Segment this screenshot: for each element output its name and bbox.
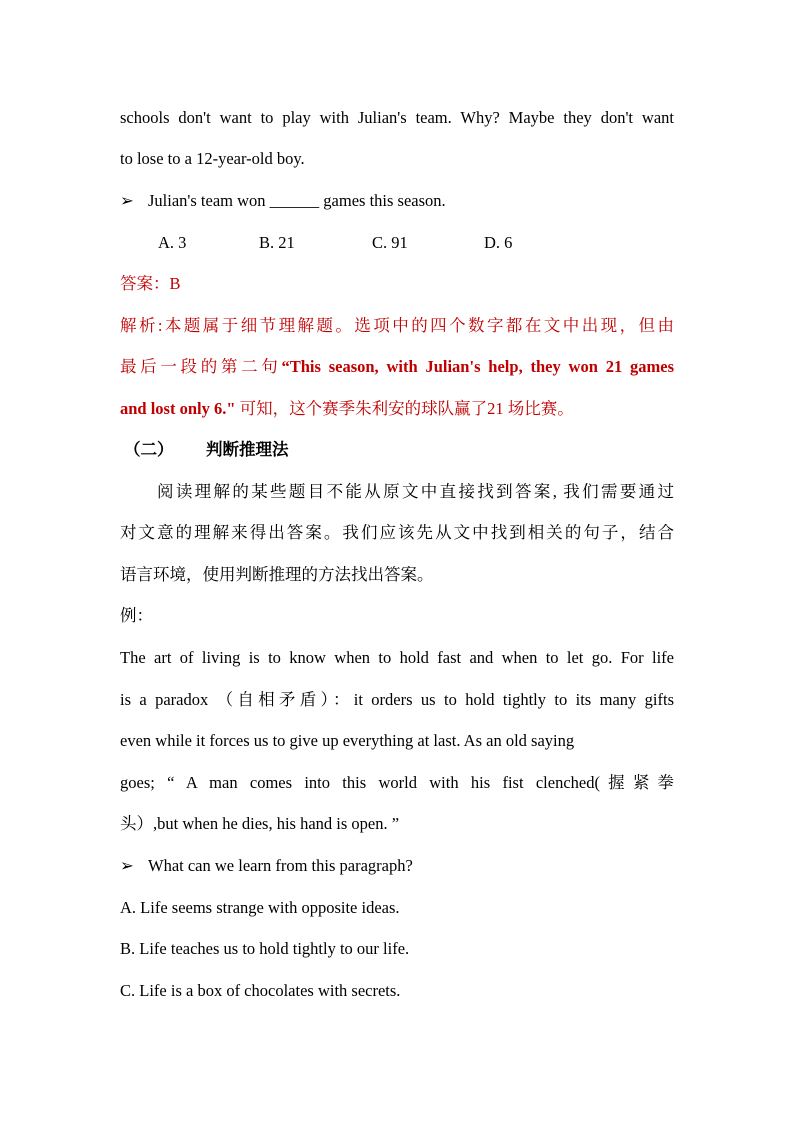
arrow-bullet-icon: ➢ bbox=[120, 856, 134, 875]
passage2-line: 头）,but when he dies, his hand is open. ” bbox=[120, 814, 400, 833]
analysis-line: 解析:本题属于细节理解题。选项中的四个数字都在文中出现，但由 bbox=[120, 316, 674, 335]
intro-line: 对文意的理解来得出答案。我们应该先从文中找到相关的句子，结合 bbox=[120, 523, 674, 542]
section-title: 判断推理法 bbox=[206, 440, 289, 459]
passage1-line: schools don't want to play with Julian's team. Why? Maybe they don't want bbox=[120, 108, 674, 127]
question1-text: Julian's team won ______ games this season. bbox=[148, 191, 446, 210]
section-number: （二） bbox=[124, 440, 174, 459]
question1-options bbox=[158, 233, 512, 253]
question2-text: What can we learn from this paragraph? bbox=[148, 856, 413, 875]
question2-option-a: A. Life seems strange with opposite ideas. bbox=[120, 898, 400, 917]
example-label: 例： bbox=[120, 606, 153, 625]
passage2-line: goes; “ A man comes into this world with his fist clenched(握紧拳 bbox=[120, 773, 674, 792]
analysis-line bbox=[120, 399, 574, 419]
section-heading bbox=[124, 440, 289, 460]
option-c: C. 91 bbox=[372, 233, 408, 252]
analysis-text: 可知，这个赛季朱利安的球队赢了21 场比赛。 bbox=[235, 399, 574, 418]
passage2-line: even while it forces us to give up everything at last. As an old saying bbox=[120, 731, 575, 750]
question2-option-b: B. Life teaches us to hold tightly to our life. bbox=[120, 939, 410, 958]
intro-line: 语言环境，使用判断推理的方法找出答案。 bbox=[120, 565, 434, 584]
passage2-line: The art of living is to know when to hold fast and when to let go. For life bbox=[120, 648, 674, 667]
question1 bbox=[120, 191, 446, 211]
question2 bbox=[120, 856, 413, 876]
option-a: A. 3 bbox=[158, 233, 187, 252]
intro-line: 阅读理解的某些题目不能从原文中直接找到答案, 我们需要通过 bbox=[157, 482, 674, 501]
analysis-line bbox=[120, 357, 674, 377]
option-d: D. 6 bbox=[484, 233, 513, 252]
option-b: B. 21 bbox=[259, 233, 295, 252]
analysis-text: 最后一段的第二句 bbox=[120, 357, 282, 376]
passage2-line: is a paradox （自相矛盾）：it orders us to hold tightly to its many gifts bbox=[120, 690, 674, 709]
passage1-line: to lose to a 12-year-old boy. bbox=[120, 149, 305, 168]
answer-label: 答案：B bbox=[120, 274, 181, 293]
analysis-quote: “This season, with Julian's help, they won 21 games bbox=[281, 357, 674, 376]
arrow-bullet-icon: ➢ bbox=[120, 191, 134, 210]
analysis-quote: and lost only 6." bbox=[120, 399, 236, 418]
question2-option-c: C. Life is a box of chocolates with secrets. bbox=[120, 981, 401, 1000]
